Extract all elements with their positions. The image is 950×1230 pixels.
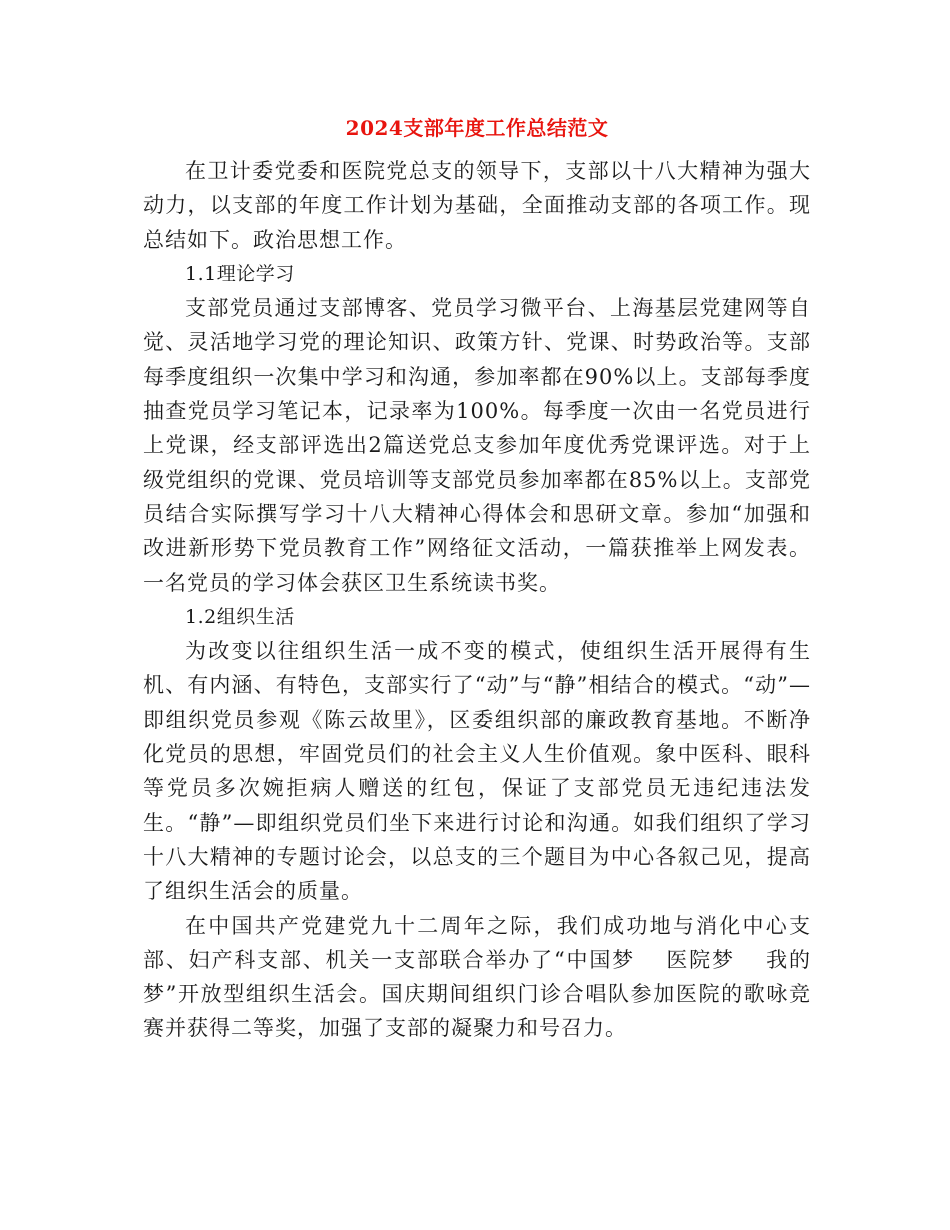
intro-paragraph: 在卫计委党委和医院党总支的领导下，支部以十八大精神为强大动力，以支部的年度工作计划为基础，全面推动支部的各项工作。现总结如下。政治思想工作。 [143,159,811,252]
document-page [143,112,811,1046]
theory-study-paragraph: 支部党员通过支部博客、党员学习微平台、上海基层党建网等自觉、灵活地学习党的理论知识、政策方针、党课、时势政治等。支部每季度组织一次集中学习和沟通，参加率都在90%以上。支部每季度抽查党员学习笔记本，记录率为100%。每季度一次由一名党员进行上党课，经支部评选出2篇送党总支参加年度优秀党课评选。对于上级党组织的党课、党员培训等支部党员参加率都在85%以上。支部党员结合实际撰写学习十八大精神心得体会和思研文章。参加“加强和改进新形势下党员教育工作”网络征文活动，一篇获推举上网发表。一名党员的学习体会获区卫生系统读书奖。 [143,296,811,595]
anniversary-paragraph: 在中国共产党建党九十二周年之际，我们成功地与消化中心支部、妇产科支部、机关一支部联合举办了“中国梦 医院梦 我的梦”开放型组织生活会。国庆期间组织门诊合唱队参加医院的歌咏竞赛并获得二等奖，加强了支部的凝聚力和号召力。 [143,913,811,1041]
organization-life-paragraph: 为改变以往组织生活一成不变的模式，使组织生活开展得有生机、有内涵、有特色，支部实行了“动”与“静”相结合的模式。“动”—即组织党员参观《陈云故里》，区委组织部的廉政教育基地。不断净化党员的思想，牢固党员们的社会主义人生价值观。象中医科、眼科等党员多次婉拒病人赠送的红包，保证了支部党员无违纪违法发生。“静”—即组织党员们坐下来进行讨论和沟通。如我们组织了学习十八大精神的专题讨论会，以总支的三个题目为中心各叙己见，提高了组织生活会的质量。 [143,639,811,904]
document-title: 2024支部年度工作总结范文 [345,116,609,140]
section-heading-theory-study: 1.1理论学习 [185,262,295,285]
section-heading-organization-life: 1.2组织生活 [185,605,295,628]
